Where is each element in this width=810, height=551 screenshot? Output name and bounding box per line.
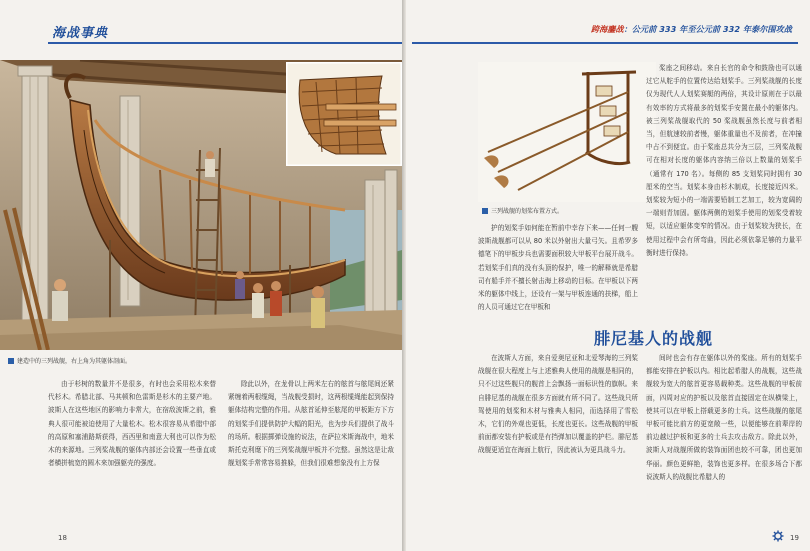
oar-arrangement-illustration <box>478 62 656 202</box>
running-head-title: 公元前 333 年至公元前 332 年泰尔围攻战 <box>631 24 792 34</box>
header-rule-left <box>48 42 402 44</box>
hull-section-inset <box>286 62 402 166</box>
section-heading: 腓尼基人的战舰 <box>594 329 714 348</box>
inset-caption-text: 三列战舰的划桨布置方式。 <box>491 208 564 215</box>
running-head: 跨海鏖战：公元前 333 年至公元前 332 年泰尔围攻战 <box>590 24 792 34</box>
right-column-3: 在波斯人方面，来自爱奥尼亚和北爱琴海的三列桨战舰在很大程度上与上述雅典人使用的战舰是相同的，只不过这些舰只的舰首上会飘扬一面标识性的旗帜。来自腓尼基的战舰在很多方面就有所不同了。这些战只所驾使用的划桨和木材与雅典人相同，而选择用了雪松木，它们的外观也更低，长度也更长。这些战舰的甲板前面都安装有护板或是有挡弹加以覆盖的护栏。腓尼基战舰更适宜在海面上航行，因此被认为更具战斗力。 <box>478 354 638 455</box>
left-column-2: 除此以外，在龙骨以上两米左右的舷首与舷尾间还紧紧缠着两根缆绳，当战舰受损时，这两根缆绳能起到保持躯体结构完整的作用。从舷首延伸至舷尾的甲板距方下方的划桨手们提供防护大幅的阳光，也为步兵们提供了战斗的场所。根据掷弹设施的说法，在萨拉米斯海战中，地米斯托克利麾下的三列桨战舰甲板并不完整。虽然这是让敌舰划桨手常常容易推躲，但我们很难想象没有上方保 <box>228 380 394 468</box>
series-title: 海战事典 <box>52 26 109 41</box>
inset-caption <box>482 206 563 215</box>
main-caption <box>8 356 131 365</box>
page-number-left: 18 <box>58 534 67 542</box>
running-head-label: 跨海鏖战 <box>590 24 624 34</box>
inset-caption-marker <box>482 208 488 214</box>
left-column-1: 由于杉树的数量并不是很多，有时也会采用松木来替代杉木。希腊北部、马其顿和色雷斯是杉木的主要产地。波斯人在这些地区的影响力非常大，在宿敌波斯之前，雅典人很可能被迫使用了大量松木。松木很容易从希腊中部的高原和塞浦路斯获得，西西里和南意大利也可以作为松木的来源地。三列桨战舰的躯体内部还会设置一些垂直或者横拼梳宽的圆木来加强躯壳的强度。 <box>48 380 216 468</box>
right-page <box>406 0 810 551</box>
header-rule-right <box>412 42 798 44</box>
left-page <box>0 0 402 551</box>
right-column-2: 桨座之间移动。来自长官的命令和鼓励也可以通过它从舵手的位置传达给划桨手。三列桨战舰的长度仅为现代人人划桨赛艇的两倍，其设计原则在于以最有效率的方式将最多的划桨手安置在最小的躯体内。被三列桨战舰取代的 50 桨战舰虽然长度与前者相当，但航速较前者慢，躯体重量也不及前者，在冲撞中占不到便宜。由于桨座总共分为三层，三列桨战舰可在相对长度的躯体内容纳三倍以上数量的划桨手（通常有 170 名）。每侧的 85 支划桨同时拥有 30 厘米的空当。划桨本身由杉木制成，长度接近四米。划桨较为短小的一端需要铅制工艺加工，较为宽阔的一端则青加固。躯体两侧的划桨手使用的划桨受着较短，以适应躯体变窄的情况。由于划桨较为狭长，在使用过程中会有所弯曲，因此必须依靠足够的力量平衡时进行保持。 <box>646 64 802 257</box>
caption-marker <box>8 358 14 364</box>
right-column-4: 间时也会有存在躯体以外的桨座。所有的划桨手都能安排在护板以内。相比起希腊人的战舰，这些战舰较为宽大的舷首更容易载种类。这些战舰的甲板前面，四周对应的护板以及舷首直接固定在纵横梁上，使其可以在甲板上搭载更多的士兵。这些战舰的舷尾甲板可能比前方的更宽敞一些，以便能够在前辈岸的前边越过护板和更多的士兵去攻击敌方。除此以外，波斯人对战舰所做的装饰面团也较不可靠，团也更加华丽。颜色更鲜艳，装饰也更多样。在很多场合下都说波斯人的战舰比希腊人的 <box>646 354 802 481</box>
page-number-right: 19 <box>790 534 799 542</box>
right-column-1: 护的划桨手如何能在暂前中幸存下来——任何一艘波斯战舰都可以从 80 米以外射出大量弓矢。且希罗多德笔下的甲板步兵也需要面积较大甲板平台展开战斗。若划桨手们真的没有头顶的保护，唯一的解释就是希腊司有船手并不擅长射击海上移动的目标。在甲板以下两米的躯体中线上，还设有一架与甲板连通的扶梯，船上的人员可通过它在甲板和 <box>478 224 638 312</box>
gear-ornament-icon <box>772 530 784 542</box>
main-caption-text: 建造中的三列战舰，右上角为其躯体剖面。 <box>17 358 132 365</box>
